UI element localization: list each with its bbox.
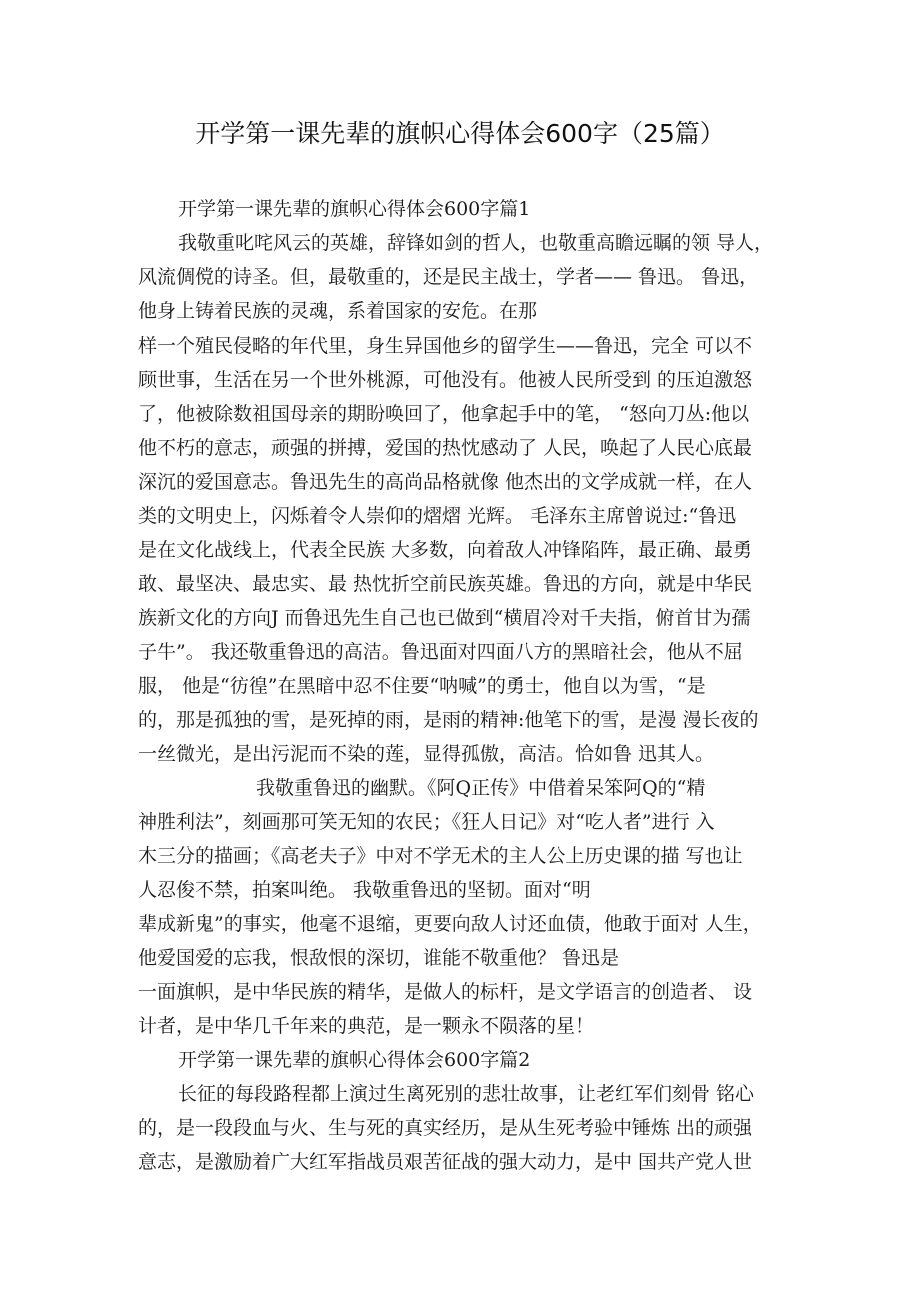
paragraph-line: 计者，是中华几千年来的典范，是一颗永不陨落的星！ — [138, 1015, 595, 1037]
document-title: 开学第一课先辈的旗帜心得体会600字（25篇） — [195, 119, 725, 148]
paragraph-line: 是在文化战线上，代表全民族 大多数，向着敌人冲锋陷阵，最正确、最勇 — [138, 539, 753, 561]
paragraph-line: 他身上铸着民族的灵魂，系着国家的安危。在那 — [138, 300, 538, 322]
paragraph-line: 了，他被除数祖国母亲的期盼唤回了，他拿起手中的笔， “怒向刀丛:他以 — [138, 403, 750, 425]
paragraph-line: 类的文明史上，闪烁着令人崇仰的熠熠 光辉。 毛泽东主席曾说过:“鲁迅 — [138, 505, 737, 527]
paragraph-line: 一面旗帜，是中华民族的精华，是做人的标杆，是文学语言的创造者、 设 — [138, 981, 753, 1003]
paragraph-line: 他不朽的意志，顽强的拼搏，爱国的热忱感动了 人民，唤起了人民心底最 — [138, 437, 753, 459]
paragraph-line: 的，那是孤独的雪，是死掉的雨，是雨的精神:他笔下的雪，是漫 漫长夜的 — [138, 709, 759, 731]
paragraph-line: 敢、最坚决、最忠实、最 热忱折空前民族英雄。鲁迅的方向，就是中华民 — [138, 573, 753, 595]
paragraph-line: 神胜利法”，刻画那可笑无知的农民；《狂人日记》对“吃人者”进行 入 — [138, 811, 715, 833]
paragraph-line: 意志，是激励着广大红军指战员艰苦征战的强大动力，是中 国共产党人世 — [138, 1151, 753, 1173]
paragraph-line: 人忍俊不禁，拍案叫绝。 我敬重鲁迅的坚韧。面对“明 — [138, 879, 591, 901]
section-heading-1: 开学第一课先辈的旗帜心得体会600字篇1 — [178, 198, 531, 220]
paragraph-line: 顾世事，生活在另一个世外桃源，可他没有。他被人民所受到 的压迫激怒 — [138, 369, 753, 391]
paragraph-line: 长征的每段路程都上演过生离死别的悲壮故事，让老红军们刻骨 铭心 — [178, 1083, 755, 1105]
paragraph-line: 深沉的爱国意志。鲁迅先生的高尚品格就像 他杰出的文学成就一样，在人 — [138, 471, 753, 493]
paragraph-line: 辈成新鬼”的事实，他毫不退缩，更要向敌人讨还血债，他敢于面对 人生， — [138, 913, 762, 935]
paragraph-line: 一丝微光，是出污泥而不染的莲，显得孤傲，高洁。恰如鲁 迅其人。 — [138, 743, 715, 765]
paragraph-line: 风流倜傥的诗圣。但，最敬重的，还是民主战士，学者—— 鲁迅。 鲁迅， — [138, 266, 759, 288]
paragraph-line: 服， 他是“彷徨”在黑暗中忍不住要“呐喊”的勇士，他自以为雪，“是 — [138, 675, 706, 697]
paragraph-line: 族新文化的方向J 而鲁迅先生自己也已做到“横眉冷对千夫指，俯首甘为孺 — [138, 607, 751, 629]
paragraph-line: 样一个殖民侵略的年代里，身生异国他乡的留学生——鲁迅，完全 可以不 — [138, 335, 753, 357]
paragraph-line: 子牛”。 我还敬重鲁迅的高洁。鲁迅面对四面八方的黑暗社会，他从不屈 — [138, 641, 743, 663]
paragraph-line: 我敬重叱咤风云的英雄，辞锋如剑的哲人，也敬重高瞻远瞩的领 导人， — [178, 232, 774, 254]
paragraph-line: 我敬重鲁迅的幽默。《阿Q正传》中借着呆笨阿Q的“精 — [256, 777, 706, 799]
paragraph-line: 木三分的描画；《高老夫子》中对不学无术的主人公上历史课的描 写也让 — [138, 845, 743, 867]
paragraph-line: 的，是一段段血与火、生与死的真实经历，是从生死考验中锤炼 出的顽强 — [138, 1117, 753, 1139]
section-heading-2: 开学第一课先辈的旗帜心得体会600字篇2 — [178, 1049, 531, 1071]
paragraph-line: 他爱国爱的忘我，恨敌恨的深切，谁能不敬重他？ 鲁迅是 — [138, 947, 620, 969]
